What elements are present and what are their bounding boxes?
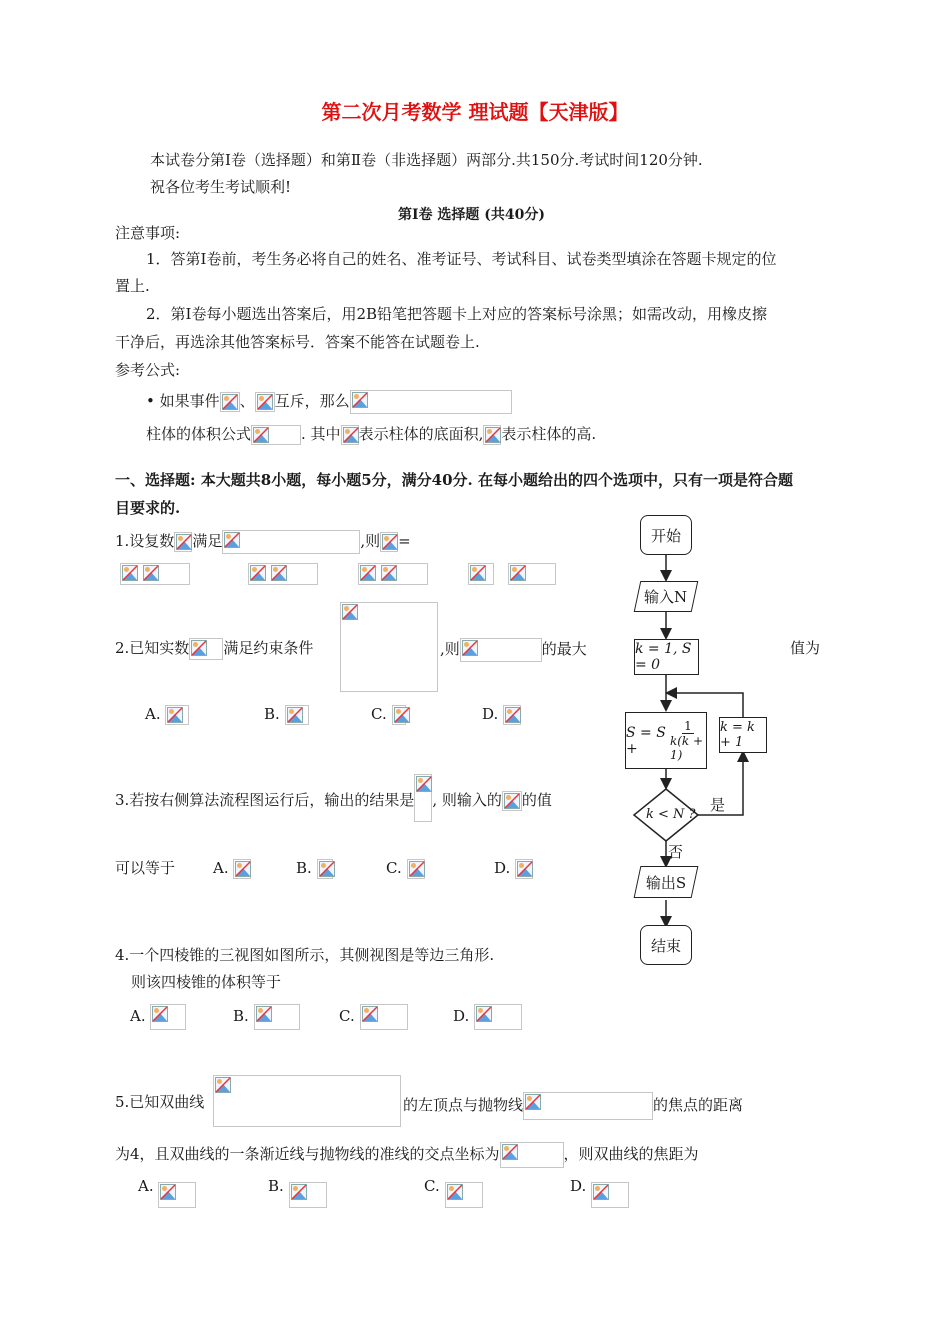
flowchart-start-label: 开始 <box>650 526 681 545</box>
option-label: C. <box>424 1177 440 1195</box>
page-title: 第二次月考数学 理试题【天津版】 <box>321 100 629 124</box>
option-label: B. <box>296 859 312 877</box>
flowchart-end-label: 结束 <box>650 936 681 955</box>
broken-image-icon <box>213 1075 401 1127</box>
fraction-denominator: k(k + 1) <box>669 734 704 762</box>
broken-image-icon <box>460 638 542 662</box>
q5-text-a: 5.已知双曲线 <box>115 1093 205 1111</box>
q5-option-b <box>268 1176 327 1208</box>
q5-text: 的左顶点与抛物线 <box>403 1096 524 1114</box>
broken-image-icon <box>483 425 501 445</box>
q4-line-1: 4.一个四棱锥的三视图如图所示，其侧视图是等边三角形. <box>115 946 495 964</box>
flowchart-update-lhs: S = S + <box>626 724 666 757</box>
broken-image-icon <box>255 392 275 412</box>
broken-image-icon <box>248 563 318 585</box>
q1-text: = <box>398 532 411 550</box>
option-label: A. <box>130 1007 146 1025</box>
formula-text: 、 <box>239 392 255 410</box>
option-label: C. <box>371 705 387 723</box>
broken-image-icon <box>174 532 192 552</box>
broken-image-icon <box>392 705 406 725</box>
question-2-a <box>115 638 313 660</box>
broken-image-icon <box>289 1182 327 1208</box>
q1-option-c <box>358 563 428 585</box>
broken-image-icon <box>222 530 360 554</box>
q1-text: 1.设复数 <box>115 532 175 550</box>
q5-option-a <box>138 1176 196 1208</box>
flowchart-output-label: 输出S <box>645 873 687 892</box>
q4-line-2: 则该四棱锥的体积等于 <box>131 973 282 991</box>
q5-option-c <box>424 1176 483 1208</box>
note-2-line-2: 干净后，再选涂其他答案标号．答案不能答在试题卷上. <box>115 333 480 351</box>
note-1-line-2: 置上. <box>115 277 150 295</box>
broken-image-icon <box>341 425 359 445</box>
broken-image-icon <box>220 392 240 412</box>
question-1 <box>115 530 411 554</box>
formula-text: . 其中 <box>301 425 341 443</box>
option-label: B. <box>268 1177 284 1195</box>
q2-option-a <box>145 704 189 725</box>
broken-image-icon <box>523 1092 653 1120</box>
flowchart-yes-label: 是 <box>710 796 726 814</box>
flowchart-end <box>640 925 692 965</box>
q3-option-d <box>494 858 533 879</box>
broken-image-icon <box>515 859 533 879</box>
q5-text: 的焦点的距离 <box>653 1096 744 1114</box>
part-1-heading-line-2: 目要求的. <box>115 499 181 517</box>
flowchart-input <box>634 581 699 612</box>
q3-text: 3.若按右侧算法流程图运行后，输出的结果是 <box>115 791 415 809</box>
broken-image-icon <box>445 1182 483 1208</box>
broken-image-icon <box>500 1142 564 1168</box>
question-2-b <box>440 638 587 662</box>
q3-option-a <box>213 858 251 879</box>
flowchart-start <box>640 515 692 555</box>
q2-text-tail: 值为 <box>790 639 821 657</box>
option-label: B. <box>233 1007 249 1025</box>
q5-line-2 <box>115 1142 699 1168</box>
flowchart-init <box>634 639 699 675</box>
formula-label: 参考公式: <box>115 361 181 379</box>
option-label: A. <box>145 705 161 723</box>
broken-image-icon <box>150 1004 186 1030</box>
broken-image-icon <box>233 859 251 879</box>
broken-image-icon <box>360 1004 408 1030</box>
broken-image-icon <box>317 859 333 879</box>
intro-line-2: 祝各位考生考试顺利! <box>150 178 292 196</box>
q4-option-d <box>453 1004 522 1030</box>
option-label: D. <box>494 859 511 877</box>
question-3 <box>115 790 552 822</box>
q1-option-a <box>120 563 190 585</box>
fraction-numerator: 1 <box>684 719 692 733</box>
formula-line-2 <box>146 424 596 445</box>
broken-image-icon <box>468 563 494 585</box>
broken-image-icon <box>474 1004 522 1030</box>
broken-image-icon <box>158 1182 196 1208</box>
broken-image-icon <box>503 705 521 725</box>
q2-text: 满足约束条件 <box>223 639 314 657</box>
broken-image-icon <box>407 859 425 879</box>
option-label: B. <box>264 705 280 723</box>
flowchart-init-label: k = 1, S = 0 <box>635 641 692 673</box>
note-2-line-1: 2．第Ⅰ卷每小题选出答案后，用2B铅笔把答题卡上对应的答案标号涂黑；如需改动，用橡皮擦 <box>146 305 768 323</box>
broken-image-icon <box>350 390 512 414</box>
q1-text: ,则 <box>360 532 381 550</box>
q5-option-d <box>570 1176 629 1208</box>
q1-option-d <box>468 563 494 585</box>
option-label: A. <box>138 1177 154 1195</box>
q2-option-b <box>264 704 309 725</box>
formula-text: 表示柱体的底面积, <box>358 425 484 443</box>
q3-option-b <box>296 858 333 879</box>
q4-option-a <box>130 1004 186 1030</box>
option-label: A. <box>213 859 229 877</box>
option-label: D. <box>482 705 499 723</box>
q1-option-e <box>508 563 556 585</box>
flowchart-no-label: 否 <box>668 843 684 861</box>
q4-option-b <box>233 1004 300 1030</box>
q5-text: 为4，且双曲线的一条渐近线与抛物线的准线的交点坐标为 <box>115 1145 500 1163</box>
flowchart-fraction <box>670 719 706 762</box>
broken-image-icon <box>165 705 189 725</box>
q5-hyperbola-image <box>213 1075 401 1127</box>
q5-text: ，则双曲线的焦距为 <box>563 1145 699 1163</box>
part-1-heading-line-1: 一、选择题: 本大题共8小题，每小题5分，满分40分. 在每小题给出的四个选项中，只有一项是符合题 <box>115 471 793 489</box>
notes-label: 注意事项: <box>115 224 181 242</box>
formula-text: • 如果事件 <box>146 392 220 410</box>
section-heading: 第Ⅰ卷 选择题 (共40分) <box>398 207 546 223</box>
broken-image-icon <box>502 791 522 811</box>
flowchart-update <box>625 712 707 769</box>
q3-text: , 则输入的 <box>432 791 502 809</box>
q3-line-2: 可以等于 <box>115 859 176 877</box>
flowchart-input-label: 输入N <box>644 588 688 606</box>
broken-image-icon <box>251 425 301 445</box>
q1-option-b <box>248 563 318 585</box>
flowchart-increment <box>719 717 767 753</box>
q2-text: 的最大 <box>541 640 587 658</box>
note-1-line-1: 1．答第Ⅰ卷前，考生务必将自己的姓名、准考证号、考试科目、试卷类型填涂在答题卡规定的位 <box>146 250 777 268</box>
option-label: C. <box>339 1007 355 1025</box>
q2-option-d <box>482 704 521 725</box>
broken-image-icon <box>285 705 309 725</box>
q2-text: 2.已知实数 <box>115 639 190 657</box>
broken-image-icon <box>380 532 398 552</box>
q2-option-c <box>371 704 406 725</box>
q2-constraint-image <box>340 602 438 692</box>
formula-line-1 <box>146 390 512 414</box>
broken-image-icon <box>254 1004 300 1030</box>
q3-text: 的值 <box>521 791 552 809</box>
option-label: D. <box>453 1007 470 1025</box>
broken-image-icon <box>189 638 223 660</box>
q1-text: 满足 <box>192 532 223 550</box>
q4-option-c <box>339 1004 408 1030</box>
option-label: C. <box>386 859 402 877</box>
broken-image-icon <box>340 602 438 692</box>
q5-text-b <box>403 1092 743 1120</box>
flowchart-output <box>634 866 699 898</box>
flowchart-condition-label: k < N ? <box>646 807 696 822</box>
broken-image-icon <box>120 563 190 585</box>
broken-image-icon <box>358 563 428 585</box>
formula-text: 互斥，那么 <box>274 392 350 410</box>
broken-image-icon <box>508 563 556 585</box>
flowchart-increment-label: k = k + 1 <box>720 720 755 750</box>
formula-text: 表示柱体的高. <box>501 425 597 443</box>
intro-line-1: 本试卷分第Ⅰ卷（选择题）和第Ⅱ卷（非选择题）两部分.共150分.考试时间120分钟. <box>150 151 703 169</box>
broken-image-icon <box>414 774 432 822</box>
q3-option-c <box>386 858 425 879</box>
option-label: D. <box>570 1177 587 1195</box>
q2-text: ,则 <box>440 640 460 658</box>
broken-image-icon <box>591 1182 629 1208</box>
formula-text: 柱体的体积公式 <box>146 425 252 443</box>
